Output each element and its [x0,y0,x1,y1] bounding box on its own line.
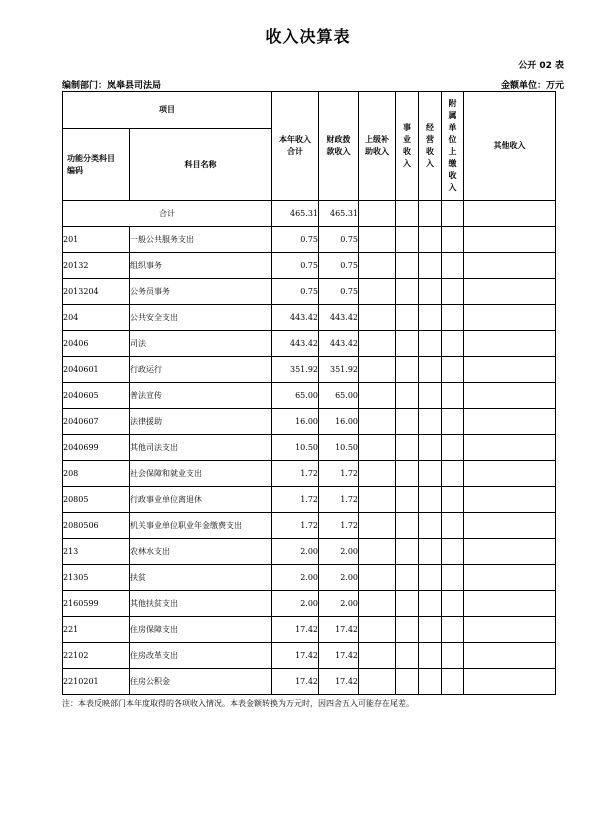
total-fiscal-cell: 465.31 [319,201,359,227]
empty-cell [396,253,419,279]
code-cell: 201 [63,227,130,253]
total-income-cell: 2.00 [272,565,319,591]
empty-cell [359,487,396,513]
total-income-cell: 17.42 [272,617,319,643]
code-cell: 2210201 [63,669,130,695]
empty-cell [442,253,464,279]
empty-cell [359,279,396,305]
empty-cell [419,539,442,565]
table-row [63,383,556,409]
table-row [63,643,556,669]
header-total-income: 本年收入合计 [272,92,319,201]
empty-cell [442,305,464,331]
empty-cell [359,253,396,279]
total-label: 合计 [63,201,272,227]
total-income-cell: 17.42 [272,669,319,695]
subject-name-cell: 公共安全支出 [130,305,272,331]
fiscal-allocation-cell: 2.00 [319,591,359,617]
total-income-cell: 10.50 [272,435,319,461]
code-cell: 21305 [63,565,130,591]
empty-cell [419,643,442,669]
fiscal-allocation-cell: 1.72 [319,461,359,487]
fiscal-allocation-cell: 2.00 [319,565,359,591]
fiscal-allocation-cell: 17.42 [319,669,359,695]
code-cell: 204 [63,305,130,331]
subject-name-cell: 其他扶贫支出 [130,591,272,617]
empty-cell [464,383,556,409]
code-cell: 208 [63,461,130,487]
empty-cell [442,435,464,461]
unit-label: 金额单位：万元 [500,81,564,91]
empty-cell [396,461,419,487]
empty-cell [442,643,464,669]
empty-cell [419,383,442,409]
total-income-cell: 465.31 [272,201,319,227]
empty-cell [442,227,464,253]
empty-cell [359,565,396,591]
table-row [63,513,556,539]
table-row [63,305,556,331]
code-cell: 2040607 [63,409,130,435]
empty-cell [442,383,464,409]
empty-cell [464,461,556,487]
subject-name-cell: 农林水支出 [130,539,272,565]
empty-cell [442,513,464,539]
fiscal-allocation-cell: 1.72 [319,487,359,513]
table-row [63,487,556,513]
empty-cell [464,331,556,357]
empty-cell [464,253,556,279]
empty-cell [359,305,396,331]
empty-cell [464,669,556,695]
empty-cell [396,383,419,409]
total-income-cell: 17.42 [272,643,319,669]
empty-cell [442,461,464,487]
table-row [63,357,556,383]
total-income-cell: 2.00 [272,591,319,617]
subject-name-cell: 普法宣传 [130,383,272,409]
empty-cell [442,591,464,617]
fiscal-allocation-cell: 0.75 [319,253,359,279]
empty-cell [464,565,556,591]
empty-cell [396,565,419,591]
table-row [63,331,556,357]
header-operating-income: 经营收入 [419,92,442,201]
subject-name-cell: 住房公积金 [130,669,272,695]
empty-cell [396,513,419,539]
table-row [63,253,556,279]
empty-cell [419,669,442,695]
empty-cell [359,435,396,461]
header-superior-subsidy: 上级补助收入 [359,92,396,201]
code-cell: 22102 [63,643,130,669]
table-row [63,565,556,591]
empty-cell [419,617,442,643]
page-title: 收入决算表 [265,27,351,46]
empty-cell [442,617,464,643]
subject-name-cell: 扶贫 [130,565,272,591]
empty-cell [396,539,419,565]
fiscal-allocation-cell: 0.75 [319,227,359,253]
empty-cell [396,305,419,331]
subject-name-cell: 行政事业单位离退休 [130,487,272,513]
table-row [63,409,556,435]
subject-name-cell: 一般公共服务支出 [130,227,272,253]
table-row [63,279,556,305]
total-income-cell: 443.42 [272,305,319,331]
fiscal-allocation-cell: 0.75 [319,279,359,305]
empty-cell [359,591,396,617]
empty-cell [359,617,396,643]
total-income-cell: 0.75 [272,227,319,253]
fiscal-allocation-cell: 10.50 [319,435,359,461]
empty-cell [464,539,556,565]
subject-name-cell: 住房改革支出 [130,643,272,669]
fiscal-allocation-cell: 351.92 [319,357,359,383]
table-row [63,539,556,565]
empty-cell [419,227,442,253]
empty-cell [419,253,442,279]
total-income-cell: 2.00 [272,539,319,565]
empty-cell [464,357,556,383]
empty-cell [396,617,419,643]
empty-cell [419,279,442,305]
subject-name-cell: 组织事务 [130,253,272,279]
income-table [62,91,556,695]
empty-cell [396,357,419,383]
empty-cell [359,643,396,669]
table-row [63,669,556,695]
table-row [63,227,556,253]
subject-name-cell: 法律援助 [130,409,272,435]
subject-name-cell: 其他司法支出 [130,435,272,461]
empty-cell [419,305,442,331]
code-cell: 213 [63,539,130,565]
empty-cell [396,669,419,695]
code-cell: 2160599 [63,591,130,617]
header-affiliated-remit: 附属单位上缴收入 [442,92,464,201]
total-income-cell: 1.72 [272,513,319,539]
empty-cell [396,409,419,435]
header-fiscal-allocation: 财政拨款收入 [319,92,359,201]
empty-cell [442,331,464,357]
code-cell: 20805 [63,487,130,513]
department-label: 编制部门：岚皋县司法局 [62,81,162,91]
fiscal-allocation-cell: 443.42 [319,331,359,357]
empty-cell [442,669,464,695]
empty-cell [442,487,464,513]
total-income-cell: 443.42 [272,331,319,357]
empty-cell [442,409,464,435]
header-item: 项目 [63,92,272,129]
empty-cell [419,487,442,513]
empty-cell [464,409,556,435]
fiscal-allocation-cell: 1.72 [319,513,359,539]
total-income-cell: 65.00 [272,383,319,409]
code-cell: 221 [63,617,130,643]
code-cell: 2040601 [63,357,130,383]
total-income-cell: 0.75 [272,253,319,279]
fiscal-allocation-cell: 65.00 [319,383,359,409]
empty-cell [464,643,556,669]
empty-cell [396,279,419,305]
total-income-cell: 351.92 [272,357,319,383]
footnote: 注：本表反映部门本年度取得的各项收入情况。本表金额转换为万元时，因四舍五入可能存在尾差。 [62,699,414,708]
table-row [63,591,556,617]
empty-cell [419,513,442,539]
subject-name-cell: 机关事业单位职业年金缴费支出 [130,513,272,539]
total-income-cell: 16.00 [272,409,319,435]
total-row [63,201,556,227]
header-other-income: 其他收入 [464,92,556,201]
empty-cell [359,227,396,253]
subject-name-cell: 司法 [130,331,272,357]
code-cell: 2013204 [63,279,130,305]
subject-name-cell: 住房保障支出 [130,617,272,643]
empty-cell [419,409,442,435]
table-row [63,435,556,461]
subject-name-cell: 行政运行 [130,357,272,383]
empty-cell [396,227,419,253]
empty-cell [419,565,442,591]
empty-cell [359,461,396,487]
empty-cell [396,487,419,513]
total-income-cell: 1.72 [272,487,319,513]
fiscal-allocation-cell: 2.00 [319,539,359,565]
empty-cell [359,409,396,435]
form-code: 公开 02 表 [518,61,564,71]
empty-cell [442,357,464,383]
code-cell: 2040699 [63,435,130,461]
empty-cell [464,513,556,539]
code-cell: 20132 [63,253,130,279]
table-row [63,461,556,487]
empty-cell [359,357,396,383]
header-subject-name: 科目名称 [130,129,272,201]
total-income-cell: 0.75 [272,279,319,305]
empty-cell [396,591,419,617]
empty-cell [442,279,464,305]
header-business-income: 事业收入 [396,92,419,201]
code-cell: 20406 [63,331,130,357]
empty-cell [359,383,396,409]
subject-name-cell: 公务员事务 [130,279,272,305]
empty-cell [419,461,442,487]
empty-cell [359,539,396,565]
empty-cell [419,331,442,357]
empty-cell [419,435,442,461]
subject-name-cell: 社会保障和就业支出 [130,461,272,487]
empty-cell [359,331,396,357]
empty-cell [464,487,556,513]
empty-cell [442,539,464,565]
fiscal-allocation-cell: 17.42 [319,643,359,669]
header-func-code: 功能分类科目编码 [63,129,130,201]
total-income-cell: 1.72 [272,461,319,487]
fiscal-allocation-cell: 17.42 [319,617,359,643]
empty-cell [464,279,556,305]
empty-cell [396,435,419,461]
empty-cell [419,591,442,617]
empty-cell [464,227,556,253]
empty-cell [464,435,556,461]
table-row [63,617,556,643]
empty-cell [464,305,556,331]
empty-cell [396,331,419,357]
empty-cell [359,669,396,695]
empty-cell [396,643,419,669]
empty-cell [419,357,442,383]
code-cell: 2040605 [63,383,130,409]
fiscal-allocation-cell: 443.42 [319,305,359,331]
fiscal-allocation-cell: 16.00 [319,409,359,435]
empty-cell [464,617,556,643]
empty-cell [464,591,556,617]
empty-cell [359,513,396,539]
empty-cell [442,565,464,591]
code-cell: 2080506 [63,513,130,539]
